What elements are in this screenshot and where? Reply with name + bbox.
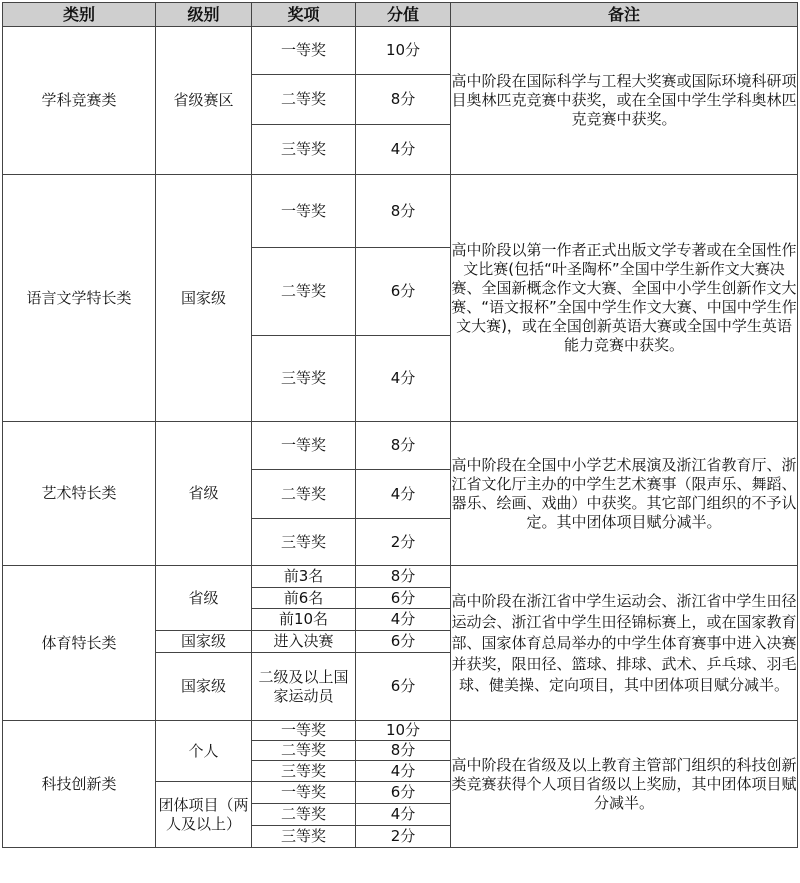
score-cell: 4分 xyxy=(356,609,451,631)
award-cell: 一等奖 xyxy=(252,782,356,804)
header-category: 类别 xyxy=(3,3,156,27)
score-cell: 8分 xyxy=(356,175,451,248)
award-cell: 前10名 xyxy=(252,609,356,631)
score-cell: 8分 xyxy=(356,741,451,761)
note-cell: 高中阶段在浙江省中学生运动会、浙江省中学生田径运动会、浙江省中学生田径锦标赛上，或在国家教育部、国家体育总局举办的中学生体育赛事中进入决赛并获奖，限田径、篮球、排球、武术、乒乓球、羽毛球、健美操、定向项目，其中团体项目赋分减半。 xyxy=(451,566,798,721)
category-cell: 语言文学特长类 xyxy=(3,175,156,422)
score-cell: 4分 xyxy=(356,470,451,519)
note-cell: 高中阶段在全国中小学艺术展演及浙江省教育厅、浙江省文化厅主办的中学生艺术赛事（限声乐、舞蹈、器乐、绘画、戏曲）中获奖。其它部门组织的不予认定。其中团体项目赋分减半。 xyxy=(451,422,798,566)
score-cell: 8分 xyxy=(356,422,451,470)
score-cell: 6分 xyxy=(356,653,451,721)
score-table xyxy=(2,2,798,848)
score-cell: 10分 xyxy=(356,27,451,75)
award-cell: 二等奖 xyxy=(252,741,356,761)
award-cell: 一等奖 xyxy=(252,422,356,470)
header-level: 级别 xyxy=(156,3,252,27)
award-cell: 一等奖 xyxy=(252,27,356,75)
level-cell: 个人 xyxy=(156,721,252,782)
score-cell: 6分 xyxy=(356,248,451,336)
level-cell: 国家级 xyxy=(156,631,252,653)
category-cell: 科技创新类 xyxy=(3,721,156,848)
level-cell: 省级 xyxy=(156,566,252,631)
header-score: 分值 xyxy=(356,3,451,27)
score-cell: 2分 xyxy=(356,826,451,848)
award-cell: 一等奖 xyxy=(252,721,356,741)
award-cell: 二等奖 xyxy=(252,804,356,826)
category-cell: 学科竞赛类 xyxy=(3,27,156,175)
award-cell: 前6名 xyxy=(252,588,356,609)
award-cell: 一等奖 xyxy=(252,175,356,248)
table-row xyxy=(3,175,798,248)
award-cell: 三等奖 xyxy=(252,761,356,782)
score-cell: 4分 xyxy=(356,336,451,422)
score-cell: 4分 xyxy=(356,125,451,175)
award-cell: 二等奖 xyxy=(252,75,356,125)
table-row xyxy=(3,422,798,470)
level-cell: 省级 xyxy=(156,422,252,566)
level-cell: 团体项目（两人及以上） xyxy=(156,782,252,848)
score-cell: 10分 xyxy=(356,721,451,741)
table-row xyxy=(3,27,798,75)
score-cell: 6分 xyxy=(356,631,451,653)
score-cell: 4分 xyxy=(356,804,451,826)
award-cell: 三等奖 xyxy=(252,125,356,175)
note-cell: 高中阶段在国际科学与工程大奖赛或国际环境科研项目奥林匹克竞赛中获奖，或在全国中学生学科奥林匹克竞赛中获奖。 xyxy=(451,27,798,175)
award-cell: 三等奖 xyxy=(252,519,356,566)
level-cell: 国家级 xyxy=(156,653,252,721)
header-row xyxy=(3,3,798,27)
score-cell: 6分 xyxy=(356,588,451,609)
category-cell: 艺术特长类 xyxy=(3,422,156,566)
award-cell: 三等奖 xyxy=(252,826,356,848)
score-cell: 6分 xyxy=(356,782,451,804)
level-cell: 省级赛区 xyxy=(156,27,252,175)
category-cell: 体育特长类 xyxy=(3,566,156,721)
score-cell: 4分 xyxy=(356,761,451,782)
table-row xyxy=(3,721,798,741)
score-cell: 2分 xyxy=(356,519,451,566)
award-cell: 二级及以上国家运动员 xyxy=(252,653,356,721)
note-cell: 高中阶段在省级及以上教育主管部门组织的科技创新类竞赛获得个人项目省级以上奖励，其中团体项目赋分减半。 xyxy=(451,721,798,848)
score-cell: 8分 xyxy=(356,75,451,125)
award-cell: 二等奖 xyxy=(252,470,356,519)
award-cell: 前3名 xyxy=(252,566,356,588)
award-cell: 三等奖 xyxy=(252,336,356,422)
score-cell: 8分 xyxy=(356,566,451,588)
table-row xyxy=(3,566,798,588)
header-note: 备注 xyxy=(451,3,798,27)
header-award: 奖项 xyxy=(252,3,356,27)
note-cell: 高中阶段以第一作者正式出版文学专著或在全国性作文比赛(包括“叶圣陶杯”全国中学生新作文大赛决赛、全国新概念作文大赛、全国中小学生创新作文大赛、“语文报杯”全国中学生作文大赛、中国中学生作文大赛)，或在全国创新英语大赛或全国中学生英语能力竞赛中获奖。 xyxy=(451,175,798,422)
level-cell: 国家级 xyxy=(156,175,252,422)
award-cell: 进入决赛 xyxy=(252,631,356,653)
award-cell: 二等奖 xyxy=(252,248,356,336)
